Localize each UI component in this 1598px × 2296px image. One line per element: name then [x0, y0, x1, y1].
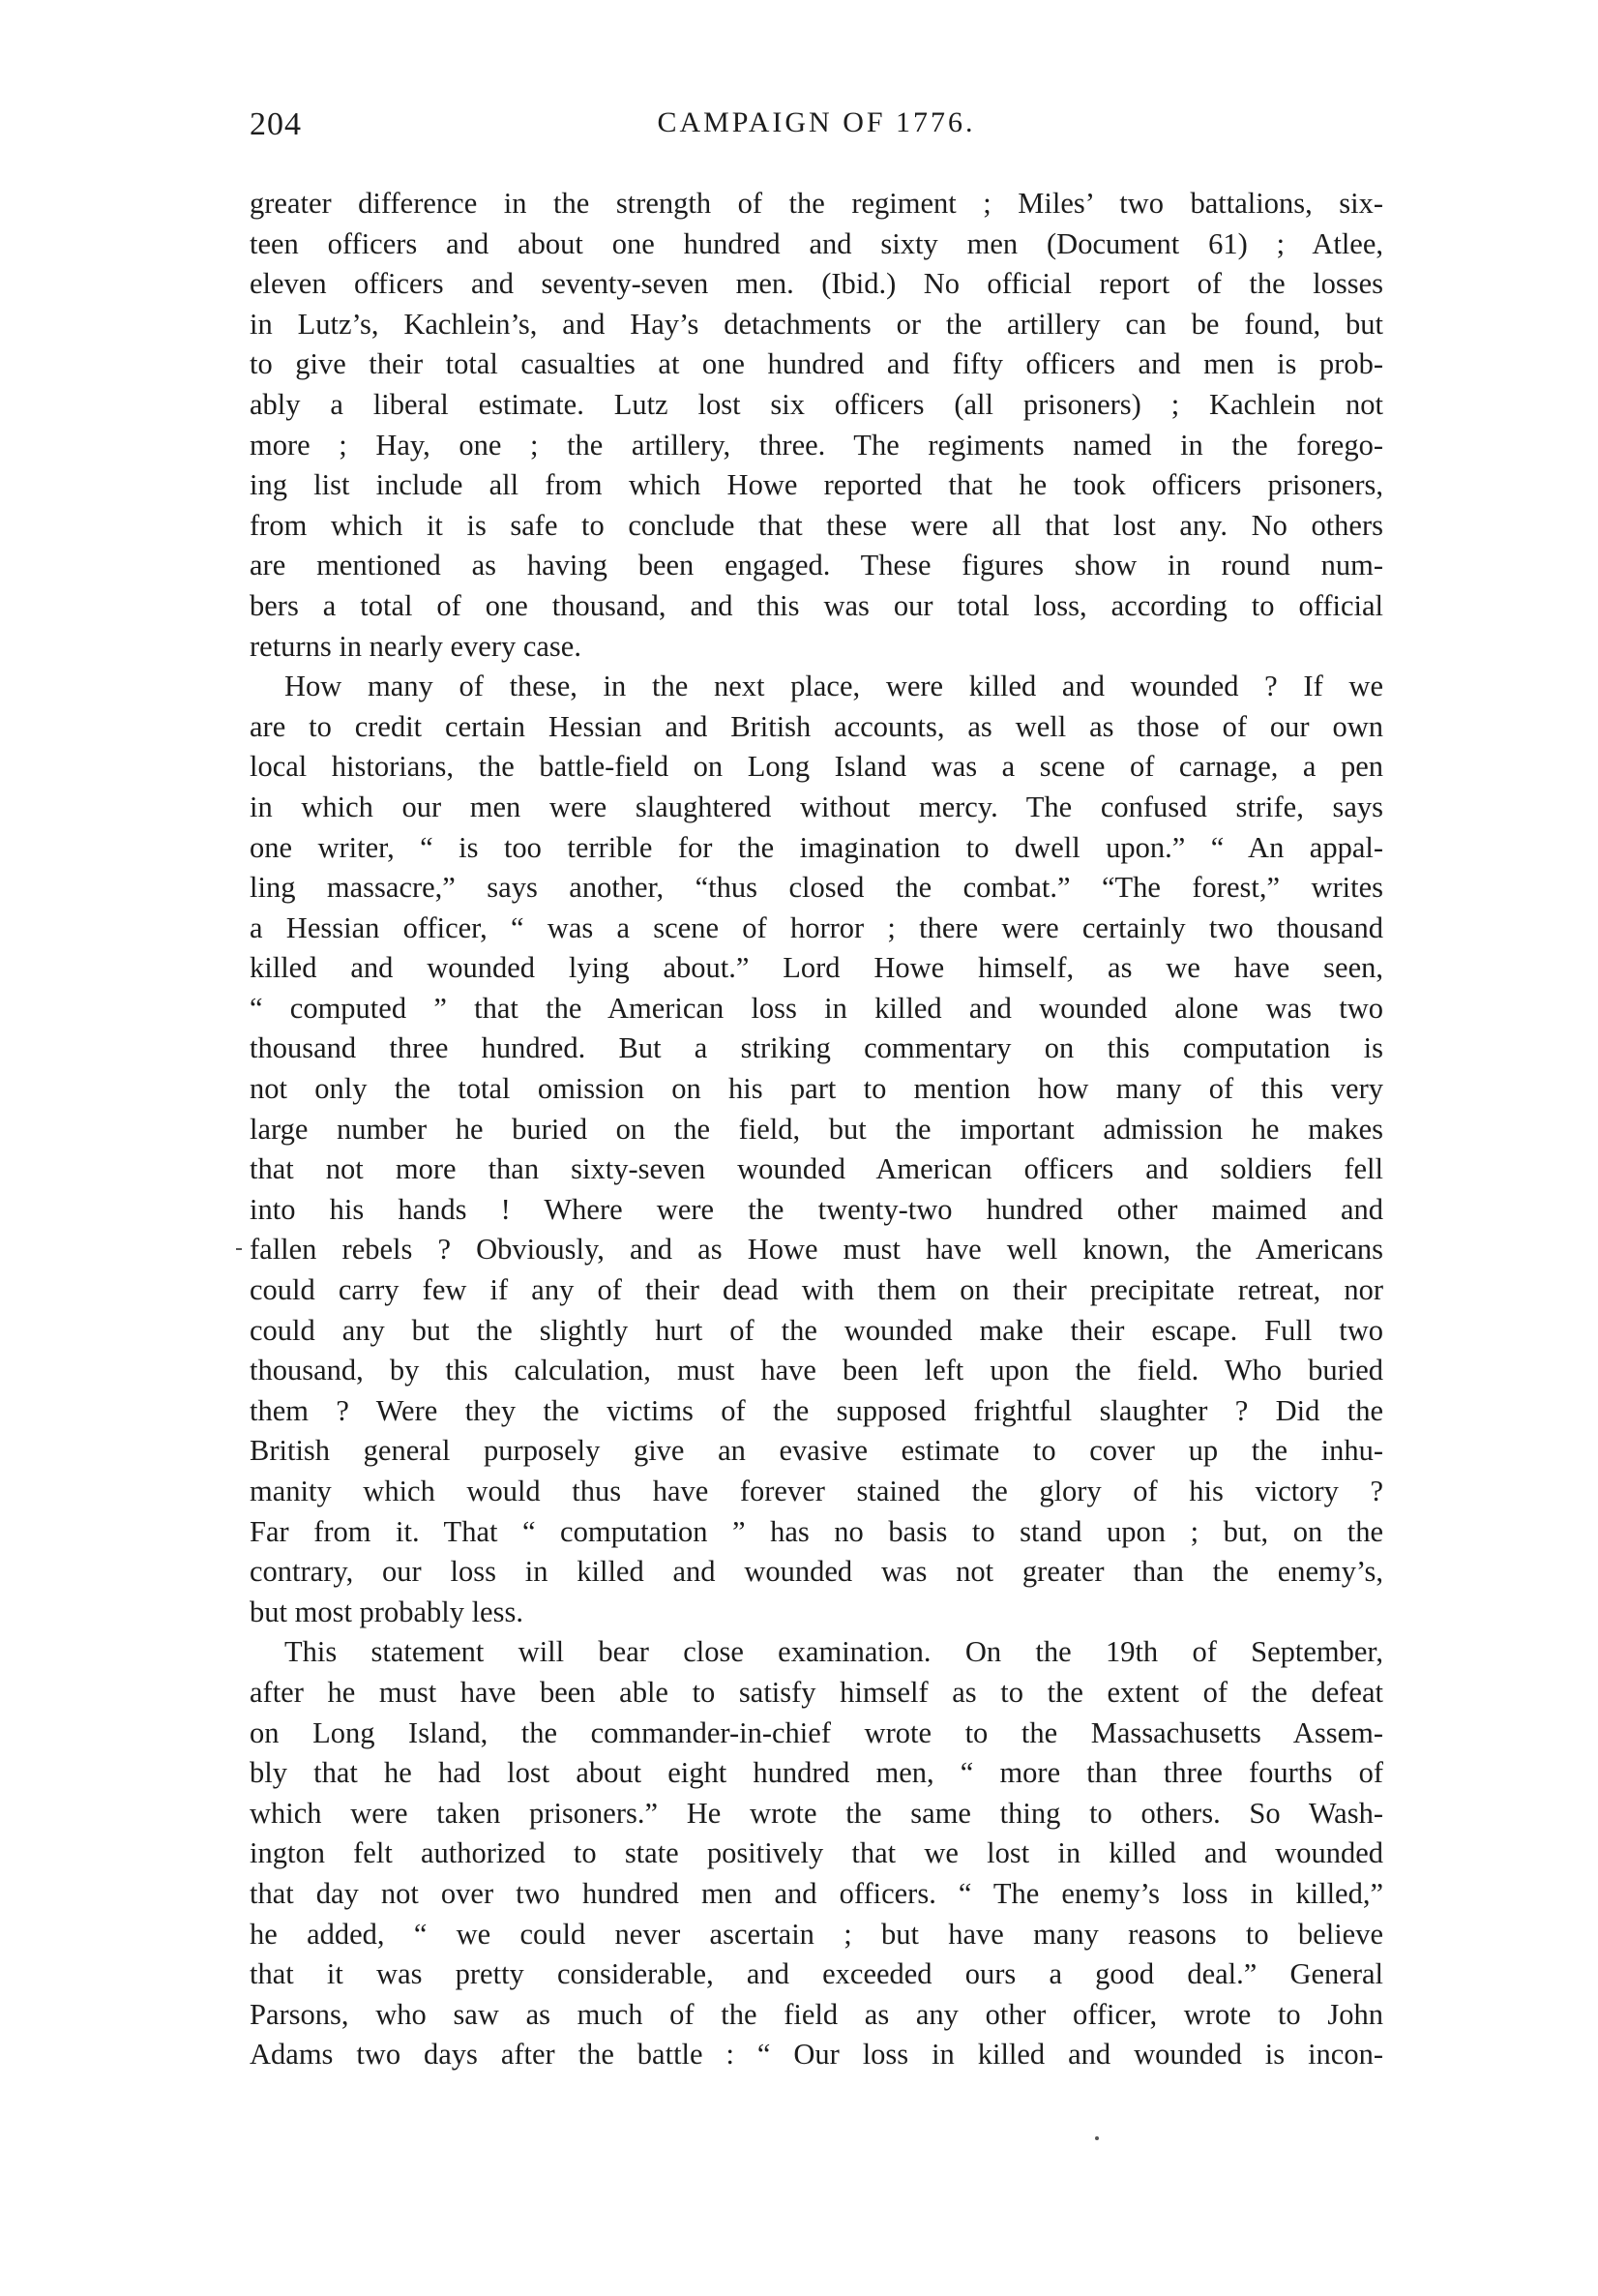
text-line: “ computed ” that the American loss in killed and wounded alone was two: [250, 991, 1383, 1025]
text-line: are to credit certain Hessian and British accounts, as well as those of our own: [250, 709, 1383, 743]
text-line: Far from it. That “ computation ” has no basis to stand upon ; but, on the: [250, 1514, 1383, 1548]
text-line: that not more than sixty-seven wounded American officers and soldiers fell: [250, 1152, 1383, 1186]
text-line: How many of these, in the next place, were killed and wounded ? If we: [284, 670, 1383, 703]
text-line: greater difference in the strength of the regiment ; Miles’ two battalions, six-: [250, 187, 1383, 220]
text-line: killed and wounded lying about.” Lord Howe himself, as we have seen,: [250, 951, 1383, 985]
text-line: bly that he had lost about eight hundred men, “ more than three fourths of: [250, 1756, 1383, 1790]
text-line: that it was pretty considerable, and exceeded ours a good deal.” General: [250, 1957, 1383, 1991]
running-title: CAMPAIGN OF 1776.: [657, 106, 976, 138]
speck-mark: [1095, 2136, 1099, 2140]
text-line: on Long Island, the commander-in-chief wrote to the Massachusetts Assem-: [250, 1715, 1383, 1749]
text-line: contrary, our loss in killed and wounded was not greater than the enemy’s,: [250, 1555, 1383, 1589]
text-line: British general purposely give an evasive estimate to cover up the inhu-: [250, 1434, 1383, 1468]
text-line: eleven officers and seventy-seven men. (Ibid.) No official report of the losses: [250, 267, 1383, 301]
page-header: [250, 106, 1383, 155]
page-number: 204: [250, 106, 302, 142]
text-line: but most probably less.: [250, 1595, 523, 1628]
text-line: could any but the slightly hurt of the wounded make their escape. Full two: [250, 1313, 1383, 1347]
text-line: fallen rebels ? Obviously, and as Howe must have well known, the Americans: [250, 1233, 1383, 1267]
text-line: large number he buried on the field, but the important admission he makes: [250, 1112, 1383, 1146]
text-line: teen officers and about one hundred and sixty men (Document 61) ; Atlee,: [250, 226, 1383, 260]
text-line: local historians, the battle-field on Long Island was a scene of carnage, a pen: [250, 750, 1383, 784]
text-line: from which it is safe to conclude that these were all that lost any. No others: [250, 508, 1383, 542]
text-line: not only the total omission on his part to mention how many of this very: [250, 1072, 1383, 1106]
text-line: are mentioned as having been engaged. These figures show in round num-: [250, 549, 1383, 582]
text-line: into his hands ! Where were the twenty-two hundred other maimed and: [250, 1192, 1383, 1226]
text-line: that day not over two hundred men and officers. “ The enemy’s loss in killed,”: [250, 1876, 1383, 1910]
text-line: to give their total casualties at one hundred and fifty officers and men is prob-: [250, 347, 1383, 381]
text-line: ling massacre,” says another, “thus closed the combat.” “The forest,” writes: [250, 871, 1383, 905]
text-line: thousand three hundred. But a striking commentary on this computation is: [250, 1031, 1383, 1065]
text-line: ington felt authorized to state positively that we lost in killed and wounded: [250, 1836, 1383, 1870]
text-line: after he must have been able to satisfy himself as to the extent of the defeat: [250, 1675, 1383, 1709]
margin-mark: [236, 1248, 242, 1250]
text-line: ably a liberal estimate. Lutz lost six officers (all prisoners) ; Kachlein not: [250, 387, 1383, 421]
text-line: one writer, “ is too terrible for the imagination to dwell upon.” “ An appal-: [250, 830, 1383, 864]
text-line: This statement will bear close examination. On the 19th of September,: [284, 1635, 1383, 1669]
text-line: could carry few if any of their dead with them on their precipitate retreat, nor: [250, 1273, 1383, 1307]
body-text: [250, 184, 1383, 2075]
text-line: he added, “ we could never ascertain ; but have many reasons to believe: [250, 1917, 1383, 1951]
text-line: a Hessian officer, “ was a scene of horror ; there were certainly two thousand: [250, 910, 1383, 944]
text-line: bers a total of one thousand, and this was our total loss, according to official: [250, 588, 1383, 622]
text-line: Parsons, who saw as much of the field as any other officer, wrote to John: [250, 1997, 1383, 2031]
text-line: in which our men were slaughtered without mercy. The confused strife, says: [250, 790, 1383, 823]
text-line: manity which would thus have forever stained the glory of his victory ?: [250, 1475, 1383, 1507]
text-line: them ? Were they the victims of the supposed frightful slaughter ? Did the: [250, 1393, 1383, 1427]
text-line: Adams two days after the battle : “ Our loss in killed and wounded is incon-: [250, 2038, 1383, 2072]
text-line: ing list include all from which Howe reported that he took officers prisoners,: [250, 468, 1383, 502]
text-line: which were taken prisoners.” He wrote the same thing to others. So Wash-: [250, 1796, 1383, 1830]
text-line: in Lutz’s, Kachlein’s, and Hay’s detachments or the artillery can be found, but: [250, 307, 1383, 341]
text-line: thousand, by this calculation, must have been left upon the field. Who buried: [250, 1354, 1383, 1387]
text-line: more ; Hay, one ; the artillery, three. The regiments named in the forego-: [250, 428, 1383, 462]
text-line: returns in nearly every case.: [250, 629, 581, 663]
